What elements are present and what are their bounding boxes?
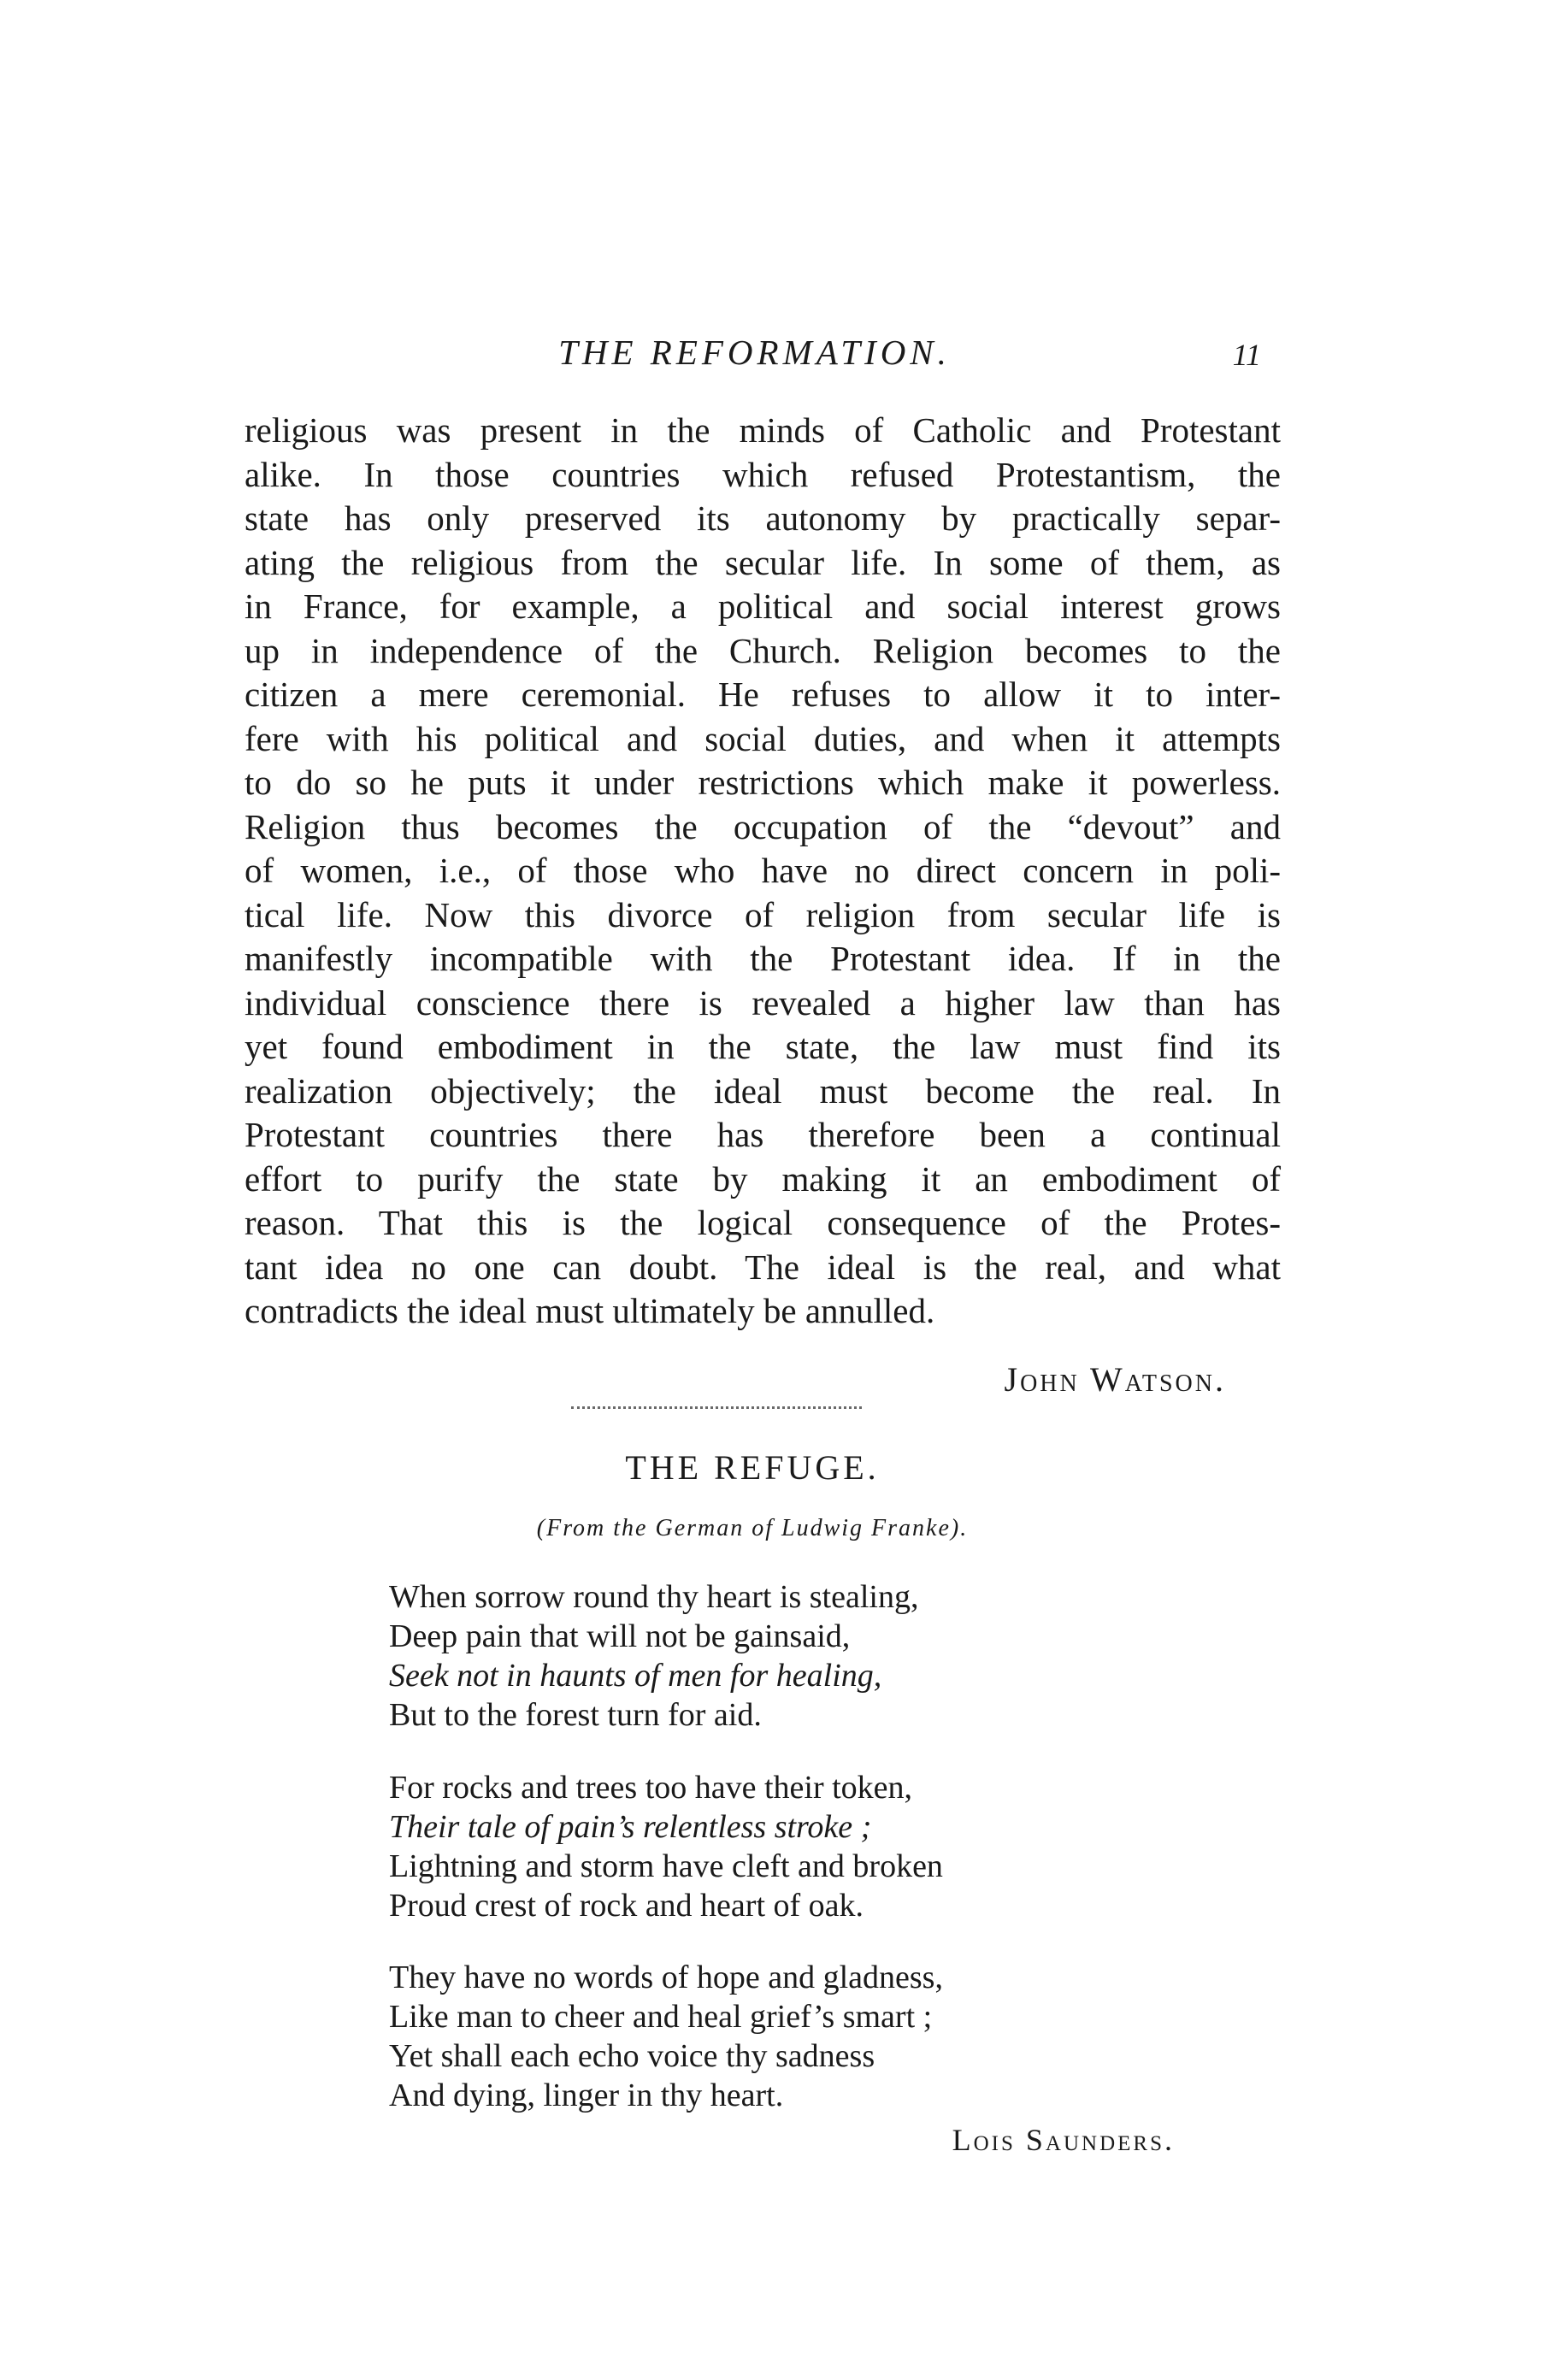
poem-stanza-1 <box>389 1577 1158 1735</box>
poem-subtitle: (From the German of Ludwig Franke). <box>536 1515 969 1541</box>
essay-author-signature: John Watson. <box>1004 1360 1226 1399</box>
poem-line: But to the forest turn for aid. <box>389 1697 762 1733</box>
essay-line: alike. In those countries which refused Protestantism, the <box>245 454 1281 494</box>
essay-line: fere with his political and social duties, and when it attempts <box>245 718 1281 758</box>
poem-line: Yet shall each echo voice thy sadness <box>389 2038 875 2074</box>
poem-line: They have no words of hope and gladness, <box>389 1960 943 1995</box>
essay-line: contradicts the ideal must ultimately be annulled. <box>245 1291 935 1330</box>
poem-line: Seek not in haunts of men for healing, <box>389 1658 882 1694</box>
poem-line: Like man to cheer and heal grief’s smart ; <box>389 1999 933 2035</box>
essay-line: to do so he puts it under restrictions which make it powerless. <box>245 763 1281 802</box>
essay-line: in France, for example, a political and social interest grows <box>245 586 1281 626</box>
essay-line: reason. That this is the logical consequence of the Protes- <box>245 1203 1281 1242</box>
running-head <box>248 332 1261 383</box>
page-number: 11 <box>1232 338 1261 372</box>
poem-author-signature: Lois Saunders. <box>952 2123 1175 2157</box>
running-title: THE REFORMATION. <box>558 333 951 372</box>
essay-line: tant idea no one can doubt. The ideal is the real, and what <box>245 1246 1281 1287</box>
essay-line: religious was present in the minds of Catholic and Protestant <box>245 410 1281 450</box>
essay-line: individual conscience there is revealed a higher law than has <box>245 982 1281 1022</box>
essay-line: realization objectively; the ideal must become the real. In <box>245 1070 1281 1111</box>
essay-text <box>245 409 1281 1334</box>
essay-line: state has only preserved its autonomy by practically separ- <box>245 498 1281 538</box>
poem-line: Deep pain that will not be gainsaid, <box>389 1618 851 1654</box>
essay-line: citizen a mere ceremonial. He refuses to allow it to inter- <box>245 675 1281 714</box>
essay-line: up in independence of the Church. Religion becomes to the <box>245 630 1281 670</box>
essay-line: yet found embodiment in the state, the law must find its <box>245 1027 1281 1066</box>
poem-line: Lightning and storm have cleft and broken <box>389 1848 943 1884</box>
essay-line: Protestant countries there has therefore been a continual <box>245 1115 1281 1154</box>
essay-line: ating the religious from the secular life. In some of them, as <box>245 542 1281 582</box>
essay-line: Religion thus becomes the occupation of the “devout” and <box>245 806 1281 846</box>
essay-line: effort to purify the state by making it an embodiment of <box>245 1158 1281 1199</box>
essay-line: manifestly incompatible with the Protestant idea. If in the <box>245 939 1281 978</box>
poem-line: And dying, linger in thy heart. <box>389 2077 784 2113</box>
poem-line: Their tale of pain’s relentless stroke ; <box>389 1809 872 1845</box>
poem-stanza-2 <box>389 1768 1158 1925</box>
essay-line: of women, i.e., of those who have no direct concern in poli- <box>245 851 1281 890</box>
essay-line: tical life. Now this divorce of religion from secular life is <box>245 894 1281 934</box>
poem-line: When sorrow round thy heart is stealing, <box>389 1579 919 1615</box>
poem-line: For rocks and trees too have their token, <box>389 1770 913 1806</box>
poem-stanza-3 <box>389 1958 1158 2115</box>
poem-title: THE REFUGE. <box>625 1448 880 1487</box>
poem-line: Proud crest of rock and heart of oak. <box>389 1888 864 1924</box>
section-divider <box>571 1406 862 1409</box>
